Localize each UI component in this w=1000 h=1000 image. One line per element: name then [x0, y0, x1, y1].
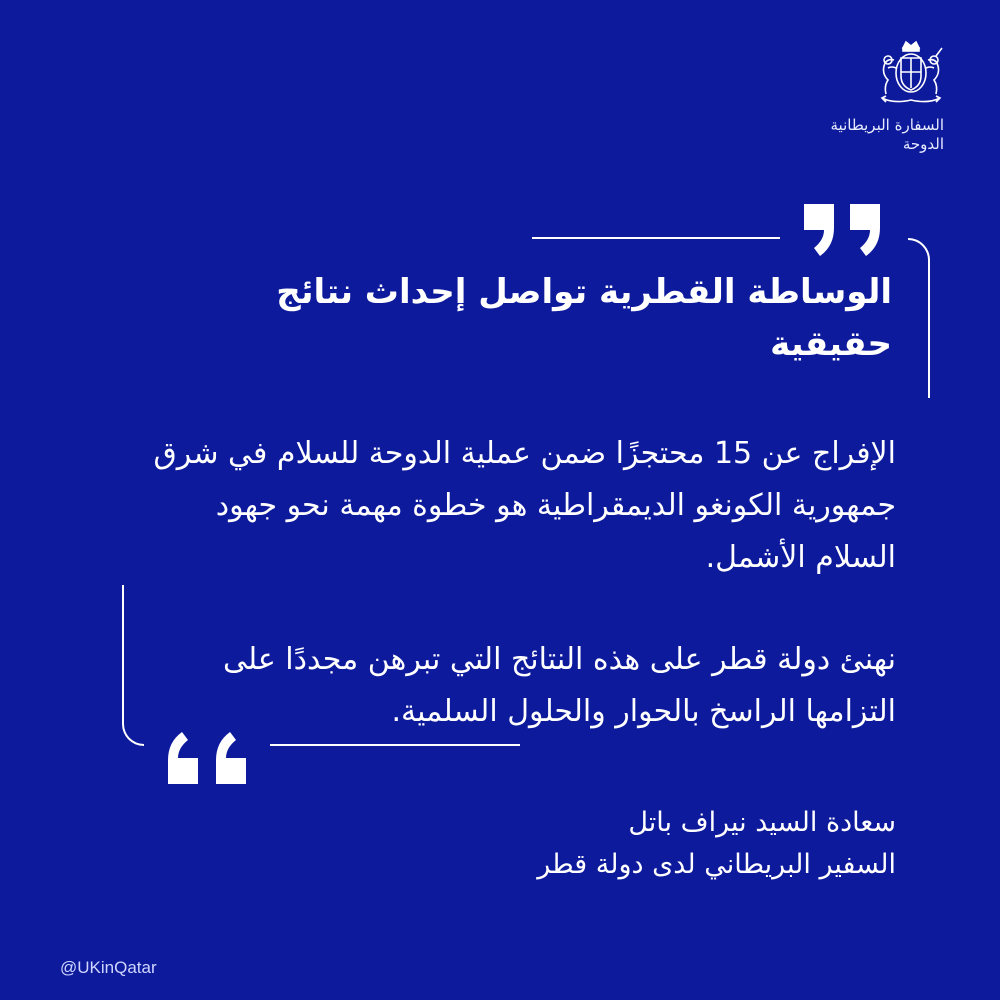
embassy-name: السفارة البريطانية [830, 116, 944, 134]
social-handle: @UKinQatar [60, 958, 157, 977]
embassy-city: الدوحة [902, 135, 944, 153]
top-divider [532, 237, 780, 239]
top-right-bracket [908, 238, 930, 398]
attribution-name: سعادة السيد نيراف باتل [628, 807, 896, 838]
embassy-label [831, 116, 944, 154]
quote-paragraph-1: الإفراج عن 15 محتجزًا ضمن عملية الدوحة للسلام في شرق جمهورية الكونغو الديمقراطية هو خطوة مهمة نحو جهود السلام الأشمل. [153, 436, 896, 575]
quote-close-icon [164, 726, 254, 786]
quote-open-icon [800, 198, 888, 258]
quote-paragraph-2: نهنئ دولة قطر على هذه النتائج التي تبرهن مجددًا على التزامها الراسخ بالحوار والحلول السلمية. [222, 642, 896, 729]
bottom-divider [270, 744, 520, 746]
royal-coat-of-arms-icon [872, 38, 950, 108]
attribution-title: السفير البريطاني لدى دولة قطر [537, 849, 896, 880]
quote-headline: الوساطة القطرية تواصل إحداث نتائج حقيقية [276, 272, 892, 364]
attribution [296, 802, 896, 886]
